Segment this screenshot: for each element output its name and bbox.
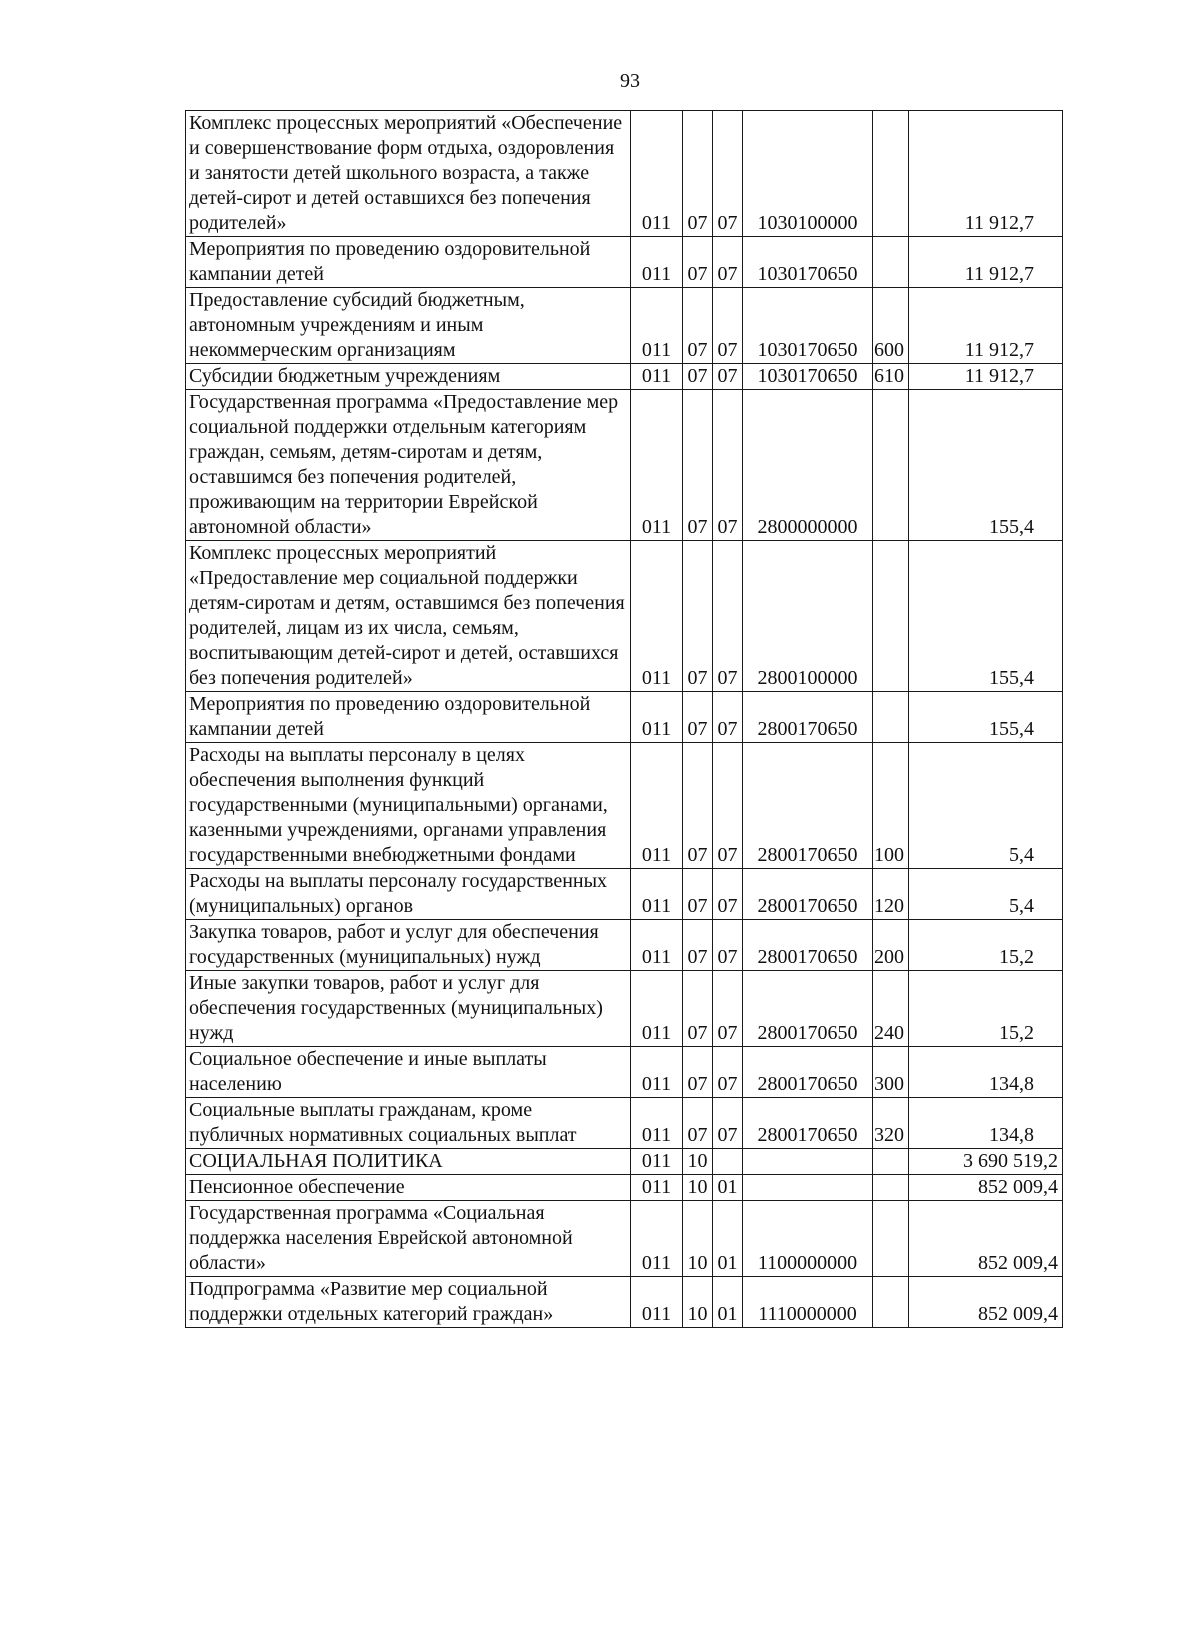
ministry-code: 011 — [631, 364, 683, 390]
target-code: 2800170650 — [743, 920, 873, 971]
table-row — [186, 1098, 1063, 1149]
row-name: Пенсионное обеспечение — [186, 1175, 631, 1201]
target-code: 1030100000 — [743, 111, 873, 237]
section-code: 07 — [683, 743, 713, 869]
subsection-code: 07 — [713, 111, 743, 237]
target-code — [743, 1175, 873, 1201]
amount: 11 912,7 — [909, 111, 1063, 237]
row-name: Государственная программа «Предоставление мер социальной поддержки отдельным категориям граждан, семьям, детям-сиротам и детям, оставшимся без попечения родителей, проживающим на территории Еврейской автономной области» — [186, 390, 631, 541]
amount: 155,4 — [909, 692, 1063, 743]
section-code: 10 — [683, 1175, 713, 1201]
target-code: 2800170650 — [743, 1098, 873, 1149]
table-row — [186, 1201, 1063, 1277]
amount: 852 009,4 — [909, 1201, 1063, 1277]
expense-type-code: 240 — [873, 971, 909, 1047]
section-code: 07 — [683, 1098, 713, 1149]
amount: 11 912,7 — [909, 364, 1063, 390]
expense-type-code — [873, 237, 909, 288]
target-code: 2800100000 — [743, 541, 873, 692]
table-row — [186, 1175, 1063, 1201]
section-code: 10 — [683, 1277, 713, 1328]
subsection-code: 07 — [713, 869, 743, 920]
expense-type-code — [873, 1175, 909, 1201]
target-code: 1030170650 — [743, 237, 873, 288]
table-row — [186, 1277, 1063, 1328]
section-code: 07 — [683, 288, 713, 364]
budget-table — [185, 110, 1063, 1328]
row-name: Комплекс процессных мероприятий «Обеспечение и совершенствование форм отдыха, оздоровления и занятости детей школьного возраста, а также детей-сирот и детей оставшихся без попечения родителей» — [186, 111, 631, 237]
section-code: 10 — [683, 1201, 713, 1277]
subsection-code: 07 — [713, 237, 743, 288]
ministry-code: 011 — [631, 237, 683, 288]
section-code: 07 — [683, 971, 713, 1047]
row-name: Комплекс процессных мероприятий «Предоставление мер социальной поддержки детям-сиротам и детям, оставшимся без попечения родителей, лицам из их числа, семьям, воспитывающим детей-сирот и детей, оставшихся без попечения родителей» — [186, 541, 631, 692]
row-name: Мероприятия по проведению оздоровительной кампании детей — [186, 692, 631, 743]
expense-type-code: 600 — [873, 288, 909, 364]
table-row — [186, 869, 1063, 920]
target-code: 1110000000 — [743, 1277, 873, 1328]
expense-type-code: 120 — [873, 869, 909, 920]
target-code: 1030170650 — [743, 288, 873, 364]
expense-type-code — [873, 111, 909, 237]
expense-type-code: 100 — [873, 743, 909, 869]
row-name: Подпрограмма «Развитие мер социальной поддержки отдельных категорий граждан» — [186, 1277, 631, 1328]
table-row — [186, 541, 1063, 692]
table-row — [186, 364, 1063, 390]
section-code: 07 — [683, 111, 713, 237]
table-row — [186, 743, 1063, 869]
amount: 5,4 — [909, 743, 1063, 869]
amount: 11 912,7 — [909, 237, 1063, 288]
expense-type-code — [873, 1149, 909, 1175]
section-code: 07 — [683, 364, 713, 390]
table-body — [186, 111, 1063, 1328]
table-row — [186, 1149, 1063, 1175]
section-code: 07 — [683, 237, 713, 288]
subsection-code: 07 — [713, 390, 743, 541]
amount: 852 009,4 — [909, 1277, 1063, 1328]
table-row — [186, 971, 1063, 1047]
subsection-code: 07 — [713, 1098, 743, 1149]
subsection-code: 07 — [713, 971, 743, 1047]
section-code: 07 — [683, 1047, 713, 1098]
subsection-code — [713, 1149, 743, 1175]
subsection-code: 01 — [713, 1277, 743, 1328]
amount: 852 009,4 — [909, 1175, 1063, 1201]
table-row — [186, 390, 1063, 541]
target-code: 2800000000 — [743, 390, 873, 541]
target-code — [743, 1149, 873, 1175]
expense-type-code: 300 — [873, 1047, 909, 1098]
ministry-code: 011 — [631, 1277, 683, 1328]
section-code: 07 — [683, 692, 713, 743]
ministry-code: 011 — [631, 288, 683, 364]
expense-type-code — [873, 390, 909, 541]
expense-type-code: 610 — [873, 364, 909, 390]
expense-type-code: 320 — [873, 1098, 909, 1149]
row-name: Предоставление субсидий бюджетным, автономным учреждениям и иным некоммерческим организациям — [186, 288, 631, 364]
table-row — [186, 288, 1063, 364]
expense-type-code — [873, 541, 909, 692]
table-row — [186, 692, 1063, 743]
row-name: Государственная программа «Социальная поддержка населения Еврейской автономной области» — [186, 1201, 631, 1277]
subsection-code: 07 — [713, 541, 743, 692]
amount: 5,4 — [909, 869, 1063, 920]
row-name: Расходы на выплаты персоналу государственных (муниципальных) органов — [186, 869, 631, 920]
amount: 11 912,7 — [909, 288, 1063, 364]
amount: 155,4 — [909, 541, 1063, 692]
row-name: Субсидии бюджетным учреждениям — [186, 364, 631, 390]
ministry-code: 011 — [631, 1149, 683, 1175]
ministry-code: 011 — [631, 111, 683, 237]
subsection-code: 07 — [713, 288, 743, 364]
subsection-code: 07 — [713, 920, 743, 971]
subsection-code: 07 — [713, 692, 743, 743]
ministry-code: 011 — [631, 1201, 683, 1277]
ministry-code: 011 — [631, 1098, 683, 1149]
section-code: 07 — [683, 869, 713, 920]
subsection-code: 07 — [713, 1047, 743, 1098]
section-code: 07 — [683, 541, 713, 692]
ministry-code: 011 — [631, 1047, 683, 1098]
target-code: 2800170650 — [743, 1047, 873, 1098]
target-code: 2800170650 — [743, 869, 873, 920]
ministry-code: 011 — [631, 390, 683, 541]
ministry-code: 011 — [631, 920, 683, 971]
ministry-code: 011 — [631, 692, 683, 743]
row-name: Закупка товаров, работ и услуг для обеспечения государственных (муниципальных) нужд — [186, 920, 631, 971]
expense-type-code — [873, 1277, 909, 1328]
table-row — [186, 920, 1063, 971]
amount: 134,8 — [909, 1098, 1063, 1149]
amount: 15,2 — [909, 971, 1063, 1047]
row-name: Расходы на выплаты персоналу в целях обеспечения выполнения функций государственными (муниципальными) органами, казенными учреждениями, органами управления государственными внебюджетными фондами — [186, 743, 631, 869]
target-code: 1030170650 — [743, 364, 873, 390]
ministry-code: 011 — [631, 743, 683, 869]
target-code: 2800170650 — [743, 692, 873, 743]
table-row — [186, 111, 1063, 237]
ministry-code: 011 — [631, 869, 683, 920]
row-name: СОЦИАЛЬНАЯ ПОЛИТИКА — [186, 1149, 631, 1175]
amount: 15,2 — [909, 920, 1063, 971]
subsection-code: 01 — [713, 1175, 743, 1201]
ministry-code: 011 — [631, 1175, 683, 1201]
row-name: Иные закупки товаров, работ и услуг для обеспечения государственных (муниципальных) нужд — [186, 971, 631, 1047]
row-name: Социальное обеспечение и иные выплаты населению — [186, 1047, 631, 1098]
target-code: 1100000000 — [743, 1201, 873, 1277]
table-row — [186, 1047, 1063, 1098]
amount: 134,8 — [909, 1047, 1063, 1098]
subsection-code: 07 — [713, 743, 743, 869]
target-code: 2800170650 — [743, 971, 873, 1047]
expense-type-code — [873, 692, 909, 743]
page-number: 93 — [620, 70, 640, 92]
expense-type-code: 200 — [873, 920, 909, 971]
row-name: Социальные выплаты гражданам, кроме публичных нормативных социальных выплат — [186, 1098, 631, 1149]
amount: 155,4 — [909, 390, 1063, 541]
section-code: 10 — [683, 1149, 713, 1175]
row-name: Мероприятия по проведению оздоровительной кампании детей — [186, 237, 631, 288]
section-code: 07 — [683, 920, 713, 971]
ministry-code: 011 — [631, 971, 683, 1047]
section-code: 07 — [683, 390, 713, 541]
expense-type-code — [873, 1201, 909, 1277]
target-code: 2800170650 — [743, 743, 873, 869]
amount: 3 690 519,2 — [909, 1149, 1063, 1175]
table-row — [186, 237, 1063, 288]
subsection-code: 01 — [713, 1201, 743, 1277]
subsection-code: 07 — [713, 364, 743, 390]
ministry-code: 011 — [631, 541, 683, 692]
